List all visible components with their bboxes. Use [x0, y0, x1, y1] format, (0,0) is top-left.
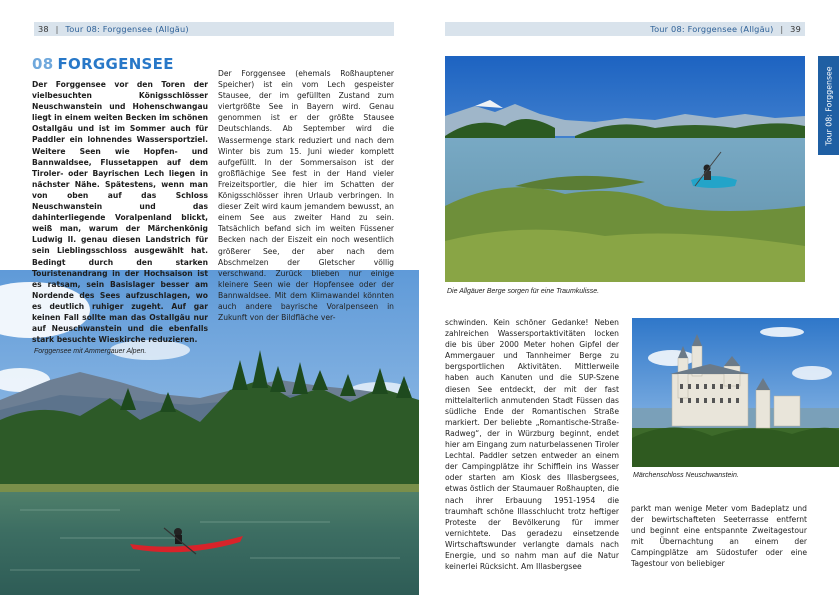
tour-title	[32, 54, 174, 74]
castle-photo-caption: Märchenschloss Neuschwanstein.	[633, 472, 739, 479]
tour-number: 08	[32, 55, 54, 73]
left-page	[0, 0, 419, 595]
right-page	[419, 0, 839, 595]
body-text-right-col2: parkt man wenige Meter vom Badeplatz und der bewirtschafteten Seeterrasse entfernt und beginnt eine entspannte Zweitagestour mit Übernachtung an einem der Campingplätze am Südostufer oder eine Tagestour von beliebiger	[631, 504, 807, 569]
page-number: 39	[790, 24, 801, 34]
left-header: 38 | Tour 08: Forggensee (Allgäu)	[34, 22, 394, 36]
top-photo-caption: Die Allgäuer Berge sorgen für eine Traumkulisse.	[447, 288, 600, 295]
tour-name: FORGGENSEE	[57, 55, 174, 73]
neuschwanstein-photo	[632, 318, 839, 467]
body-text-left: Der Forggensee (ehemals Roßhauptener Speicher) ist ein vom Lech gespeister Stausee, der im gefüllten Zustand zum viertgrößte See in Bayern wird. Genau genommen ist er der größte Stausee Deutschlands. Ab September wird die Wassermenge stark reduziert und nach dem Winter bis zum 15. Juni wieder komplett aufgefüllt. In der Sommersaison ist der großflächige See fest in der Hand vieler Freizeitsportler, die hier im Schatten der Königsschlösser ihren Urlaub verbringen. In dieser Zeit wird kaum jemandem bewusst, an einem See aus zweiter Hand zu sein. Tatsächlich befand sich im weiten Füssener Becken nach der Eiszeit ein noch wesentlich größerer See, der aber nach dem Abschmelzen der Gletscher völlig verschwand. Zurück blieben nur einige kleinere Seen wie der Hopfensee oder der Bannwaldsee. Mit dem Klimawandel könnten auch andere bayrische Voralpenseen in Zukunft von der Bildfläche ver-	[218, 69, 394, 323]
intro-text: Der Forggensee vor den Toren der vielbesuchten Königsschlösser Neuschwanstein und Hohenschwangau liegt in einem weiten Becken im schönen Ostallgäu und ist im Sommer auch für Paddler ein lohnendes Wassersportziel. Weitere Seen wie Hopfen- und Bannwaldsee, Flussetappen auf dem Tiroler- oder Bayrischen Lech liegen in nächster Nähe. Spätestens, wenn man von oben auf das Schloss Neuschwanstein und das dahinterliegende Voralpenland blickt, weiß man, warum der Märchenkönig Ludwig II. genau diesen Landstrich für sein Lieblingsschloss ausgewählt hat. Bedingt durch den starken Touristenandrang in der Hochsaison ist es ratsam, sein Basislager besser am Nordende des Sees aufzuschlagen, wo es deutlich ruhiger zugeht. Auf gar keinen Fall sollte man das Ostallgäu nur auf Neuschwanstein und die ebenfalls stark besuchte Wieskirche reduzieren.	[32, 80, 208, 345]
side-tab	[818, 56, 839, 155]
body-text-right-col1: schwinden. Kein schöner Gedanke! Neben zahlreichen Wassersportaktivitäten locken die bis über 2000 Meter hohen Gipfel der Ammergauer und Tannheimer Berge zu bergsportlichen Aktivitäten. Mittlerweile haben auch Kanuten und die SUP-Szene diesen See entdeckt, der mit der fast mittelalterlich anmutenden Stadt Füssen das südliche Ende der Romantischen Straße markiert. Der beliebte „Romantische-Straße-Radweg“, der in Würzburg beginnt, endet hier am Eingang zum naturbelassenen Tiroler Lechtal. Paddler setzen entweder an einem der Campingplätze ihr Schifflein ins Wasser oder starten am Kiosk des Illasbergsees, etwas östlich der Staumauer Roßhaupten, die nach ihrer Erbauung 1951-1954 die traumhaft schöne Illasschlucht trotz heftiger Proteste der Bevölkerung für immer vernichtete. Das geradezu einsetzende Wirtschaftswunder verlangte damals nach Energie, und so nahm man auf die Natur keinerlei Rücksicht. Am Illasbergsee	[445, 318, 619, 572]
kayak-lake-photo	[445, 56, 805, 282]
forggensee-caption: Forggensee mit Ammergauer Alpen.	[34, 348, 147, 355]
running-title: Tour 08: Forggensee (Allgäu)	[65, 24, 189, 34]
page-number: 38	[38, 24, 49, 34]
right-header: Tour 08: Forggensee (Allgäu) | 39	[445, 22, 805, 36]
side-tab-label: Tour 08: Forggensee	[824, 65, 833, 146]
running-title: Tour 08: Forggensee (Allgäu)	[650, 24, 774, 34]
